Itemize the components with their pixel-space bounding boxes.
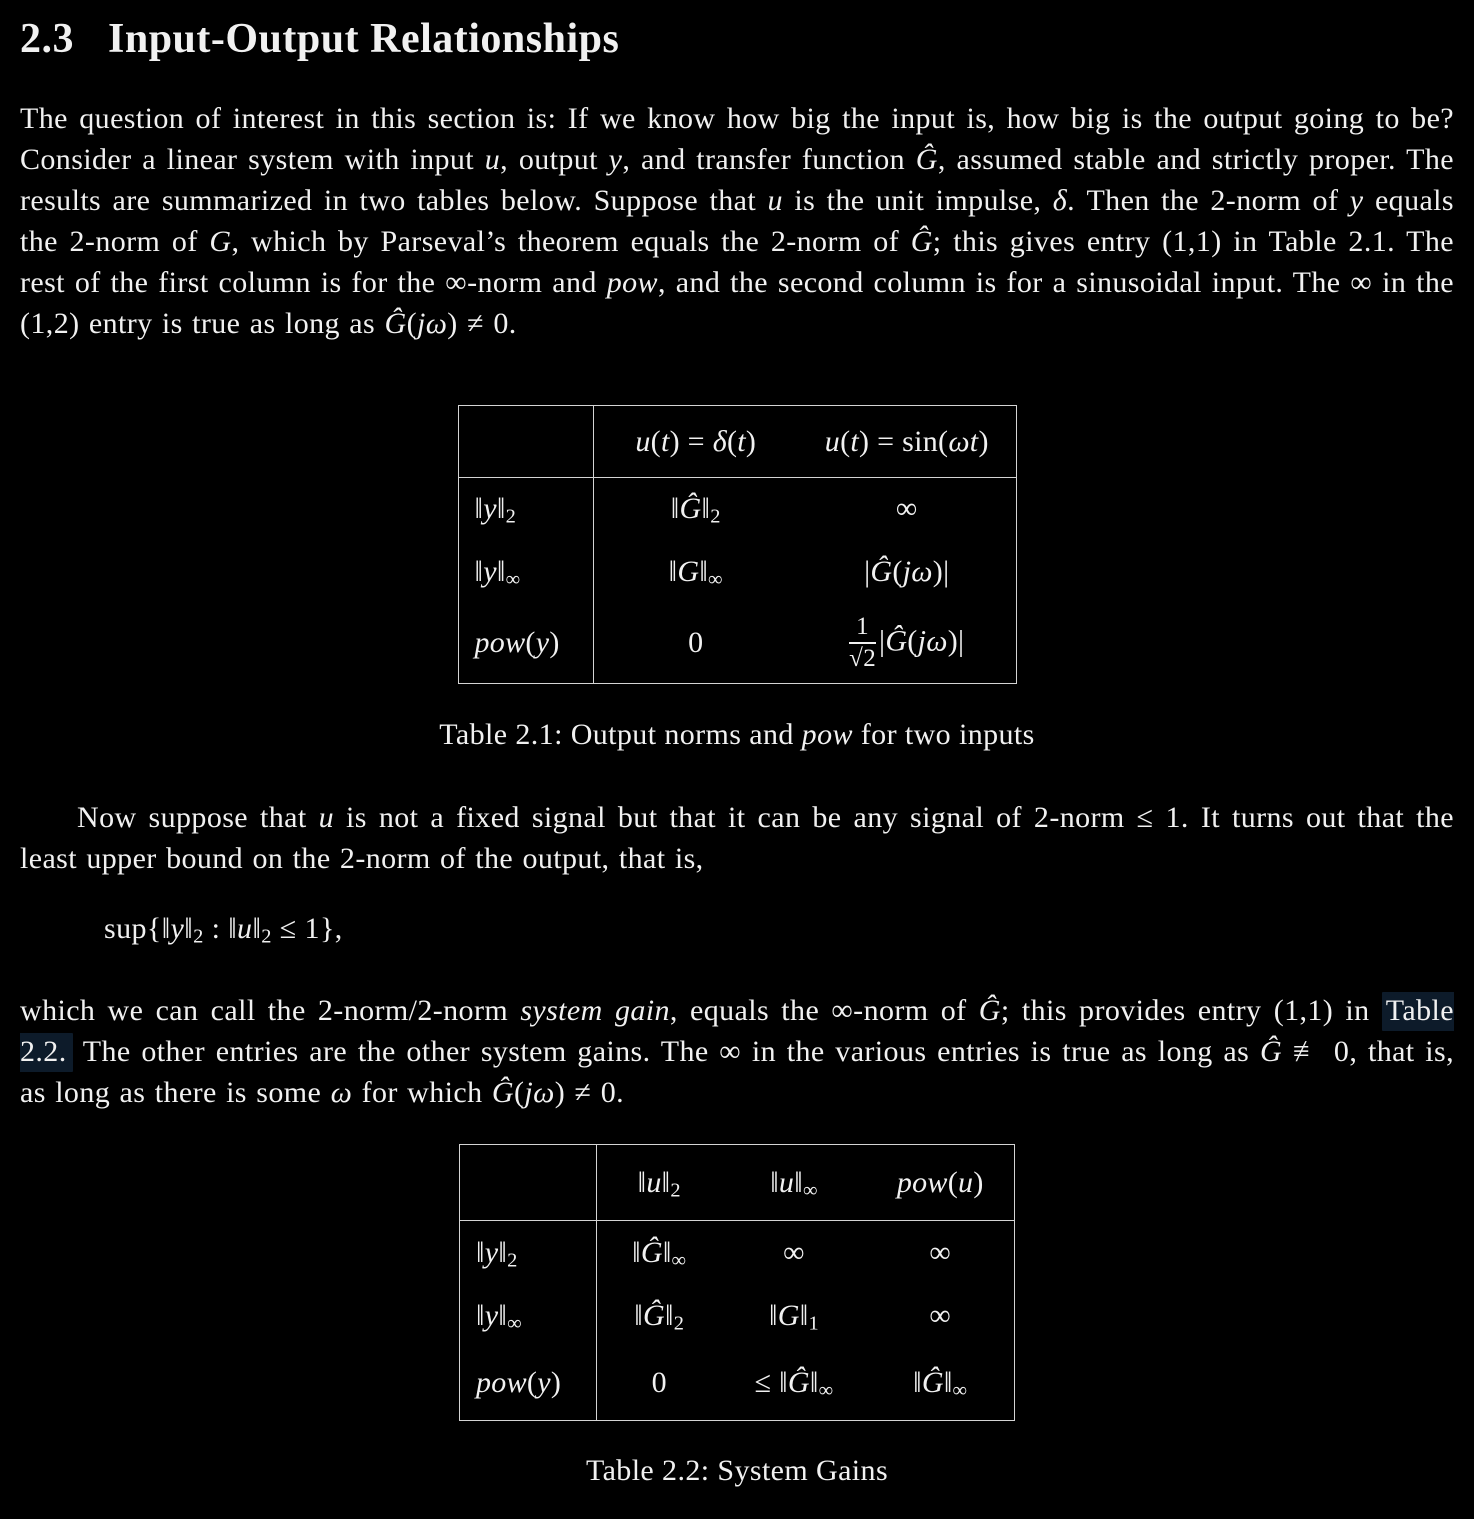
text-segment: ‖: [794, 1165, 803, 1199]
text-segment: ≤ 1},: [271, 912, 343, 946]
text-segment: pow: [474, 626, 526, 660]
text-segment: |: [864, 554, 871, 588]
table-cell: [867, 1221, 1015, 1285]
text-segment: u: [958, 1165, 974, 1199]
text-segment: 2: [673, 1312, 685, 1335]
text-segment: ∞: [818, 1379, 834, 1402]
text-segment: ‖: [769, 1298, 778, 1332]
table-cell: [722, 1221, 867, 1285]
text-segment: (: [892, 554, 903, 588]
row-label: [458, 540, 593, 604]
text-segment: ∞: [929, 1298, 952, 1332]
text-segment: ‖: [161, 912, 171, 946]
text-segment: jω: [902, 554, 933, 588]
text-segment: δ: [1052, 184, 1068, 218]
text-segment: ‖: [474, 491, 484, 525]
text-segment: ‖: [498, 1235, 508, 1269]
text-segment: 2: [507, 1249, 518, 1272]
text-segment: jω: [524, 1076, 555, 1110]
text-segment: G: [209, 225, 232, 259]
column-header: [867, 1145, 1015, 1221]
text-segment: ∞: [708, 568, 723, 591]
table-cell: [867, 1347, 1015, 1421]
text-segment: . Then the 2-norm of: [1067, 184, 1350, 218]
text-segment: Ĝ: [910, 225, 933, 259]
text-segment: , which by Parseval’s theorem equals the 2-norm of: [231, 225, 911, 259]
table-cell: [597, 1221, 722, 1285]
row-label: [460, 1221, 597, 1285]
text-segment: ) = sin(: [859, 424, 949, 458]
text-segment: ≤ ‖: [754, 1366, 788, 1400]
table-row: [460, 1285, 1015, 1347]
row-label: [460, 1285, 597, 1347]
text-segment: ‖: [699, 554, 709, 588]
text-segment: ) =: [669, 424, 713, 458]
text-segment: (: [513, 1076, 525, 1110]
text-segment: is not a fixed signal but that it can be any signal of 2-norm ≤ 1. It turns out that the least upper bound on the 2-norm of the output, that is,: [20, 801, 1455, 876]
text-segment: y: [483, 554, 497, 588]
text-segment: ‖: [228, 912, 238, 946]
table-2-1-caption: [20, 718, 1454, 752]
text-segment: ≢ 0, that is, as long as there is some: [20, 1035, 1454, 1110]
table-2-2-container: [20, 1144, 1454, 1421]
fraction: [849, 613, 876, 675]
text-segment: (: [726, 424, 738, 458]
text-segment: ωt: [948, 424, 979, 458]
row-label: [458, 604, 593, 684]
table-row: [458, 604, 1016, 684]
text-segment: pow: [606, 266, 658, 300]
corner-cell: [458, 406, 593, 478]
text-segment: sup{: [104, 912, 162, 946]
text-segment: The question of interest in this section is: If we know how big the input is, how big is the output going to be? Consider a linear system with input: [20, 102, 1454, 177]
table-row: [458, 540, 1016, 604]
table-2-1-container: [20, 405, 1454, 684]
text-segment: Ĝ: [978, 994, 1001, 1028]
text-segment: 2: [505, 505, 517, 528]
section-title: Input-Output Relationships: [108, 16, 620, 62]
text-segment: jω: [416, 307, 448, 341]
paragraph-norm-bound: [20, 797, 1454, 879]
column-header: [593, 406, 798, 478]
text-segment: ): [745, 424, 757, 458]
text-segment: Table 2.1: Output norms and: [439, 718, 802, 752]
text-segment: ‖: [476, 1235, 485, 1269]
text-segment: (: [526, 1366, 538, 1400]
text-segment: pow: [476, 1366, 527, 1400]
table-cell: [593, 604, 798, 684]
table-cell: [722, 1347, 867, 1421]
text-segment: )|: [932, 554, 950, 588]
text-segment: , and transfer function: [622, 143, 916, 177]
text-segment: 1: [856, 612, 869, 640]
text-segment: , assumed stable and strictly proper. The results are summarized in two tables below. Suppose that: [20, 143, 1454, 218]
text-segment: Ĝ: [787, 1366, 810, 1400]
text-segment: (: [406, 307, 417, 341]
text-segment: ‖: [668, 554, 678, 588]
text-segment: ; this gives entry (1,1) in Table 2.1. The rest of the first column is for the ∞-norm and: [20, 225, 1455, 300]
text-segment: ‖: [498, 1298, 508, 1332]
text-segment: t: [660, 424, 670, 458]
text-segment: y: [1349, 184, 1364, 218]
text-segment: for two inputs: [852, 718, 1035, 752]
text-segment: (: [840, 424, 851, 458]
text-segment: y: [608, 143, 623, 177]
text-segment: Ĝ: [640, 1235, 663, 1269]
text-segment: ‖: [252, 912, 262, 946]
text-segment: ∞: [952, 1379, 968, 1402]
text-segment: is the unit impulse,: [782, 184, 1053, 218]
text-segment: y: [170, 912, 185, 946]
text-segment: (: [650, 424, 661, 458]
text-segment: 0: [651, 1366, 667, 1400]
section-number: 2.3: [20, 16, 74, 62]
text-segment: )|: [947, 624, 965, 658]
text-segment: u: [484, 143, 501, 177]
column-header: [597, 1145, 722, 1221]
text-segment: ): [973, 1165, 984, 1199]
text-segment: ‖: [632, 1235, 641, 1269]
text-segment: 1: [808, 1312, 819, 1335]
corner-cell: [460, 1145, 597, 1221]
table-cell: [798, 604, 1016, 684]
text-segment: u: [635, 424, 651, 458]
text-segment: ‖: [701, 491, 711, 525]
table-row: [458, 478, 1016, 540]
text-segment: y: [537, 1366, 551, 1400]
text-segment: Ĝ: [384, 307, 407, 341]
table-2-1: [458, 405, 1017, 684]
table-cell: [597, 1347, 722, 1421]
text-segment: The other entries are the other system gains. The ∞ in the various entries is true as long as: [72, 1035, 1260, 1069]
text-segment: t: [737, 424, 746, 458]
text-segment: ; this provides entry (1,1) in: [1000, 994, 1382, 1028]
text-segment: ) ≠ 0.: [554, 1076, 625, 1110]
text-segment: u: [646, 1165, 662, 1199]
column-header: [722, 1145, 867, 1221]
table-row: [460, 1221, 1015, 1285]
text-segment: Ĝ: [915, 143, 938, 177]
text-segment: ‖: [496, 491, 506, 525]
column-header: [798, 406, 1016, 478]
text-segment: Ĝ: [491, 1076, 514, 1110]
row-label: [458, 478, 593, 540]
text-segment: ∞: [895, 491, 918, 525]
table-cell: [593, 478, 798, 540]
text-segment: ∞: [507, 1312, 522, 1335]
text-segment: ω: [330, 1076, 353, 1110]
text-segment: ∞: [783, 1235, 805, 1269]
text-segment: ‖: [496, 554, 506, 588]
text-segment: ‖: [662, 1235, 672, 1269]
text-segment: y: [484, 1235, 499, 1269]
text-segment: u: [318, 801, 335, 835]
table-cell: [593, 540, 798, 604]
text-segment: Now suppose that: [77, 801, 319, 835]
text-segment: 2: [710, 505, 721, 528]
text-segment: jω: [917, 624, 948, 658]
paragraph-intro: [20, 98, 1454, 344]
text-segment: G: [677, 554, 700, 588]
text-segment: y: [484, 1298, 499, 1332]
text-segment: pow: [801, 718, 853, 752]
text-segment: √2: [849, 645, 876, 673]
text-segment: ‖: [184, 912, 194, 946]
text-segment: system gain: [520, 994, 670, 1028]
text-segment: ‖: [809, 1366, 819, 1400]
text-segment: 2: [670, 1179, 681, 1202]
text-segment: 2: [193, 925, 204, 948]
text-segment: ) ≠ 0.: [447, 307, 517, 341]
text-segment: ): [549, 626, 560, 660]
text-segment: ‖: [799, 1298, 809, 1332]
equation-sup-norm: [104, 912, 1454, 946]
text-segment: Ĝ: [870, 554, 893, 588]
text-segment: :: [203, 912, 229, 946]
text-segment: Ĝ: [921, 1366, 944, 1400]
text-segment: ‖: [664, 1298, 674, 1332]
table-2-2-caption: [20, 1454, 1454, 1488]
section-heading: [20, 16, 1454, 62]
text-segment: y: [483, 491, 497, 525]
text-segment: (: [525, 626, 536, 660]
text-segment: ‖: [474, 554, 484, 588]
text-segment: ∞: [929, 1235, 952, 1269]
text-segment: ‖: [476, 1298, 485, 1332]
text-segment: ‖: [637, 1165, 647, 1199]
text-segment: (: [907, 624, 918, 658]
text-segment: ‖: [670, 491, 680, 525]
text-segment: Ĝ: [643, 1298, 665, 1332]
table-cell: [597, 1285, 722, 1347]
text-segment: y: [535, 626, 550, 660]
text-segment: δ: [712, 424, 727, 458]
table-cell: [798, 478, 1016, 540]
text-segment: 2: [261, 925, 272, 948]
text-segment: ∞: [505, 568, 521, 591]
text-segment: ∞: [671, 1249, 687, 1272]
text-segment: ‖: [634, 1298, 644, 1332]
text-segment: ‖: [770, 1165, 779, 1199]
text-segment: ): [550, 1366, 562, 1400]
text-segment: for which: [352, 1076, 492, 1110]
text-segment: u: [767, 184, 783, 218]
text-segment: u: [824, 424, 841, 458]
text-segment: pow: [896, 1165, 948, 1199]
text-segment: ‖: [913, 1366, 922, 1400]
text-segment: ): [978, 424, 989, 458]
text-segment: 0: [688, 626, 704, 660]
text-segment: u: [237, 912, 253, 946]
text-segment: (: [947, 1165, 959, 1199]
paragraph-system-gain: [20, 990, 1454, 1113]
table-2-2: [459, 1144, 1015, 1421]
text-segment: , output: [500, 143, 609, 177]
table-cell: [722, 1285, 867, 1347]
text-segment: , equals the ∞-norm of: [669, 994, 979, 1028]
text-segment: , and the second column is for a sinusoidal input. The ∞ in the (1,2) entry is true as long as: [20, 266, 1454, 341]
text-segment: G: [777, 1298, 800, 1332]
text-segment: ‖: [943, 1366, 953, 1400]
text-segment: t: [850, 424, 859, 458]
text-segment: Ĝ: [1259, 1035, 1283, 1069]
text-segment: |: [879, 624, 886, 658]
table-cell: [798, 540, 1016, 604]
text-segment: ∞: [802, 1179, 818, 1202]
text-segment: equals the 2-norm of: [20, 184, 1454, 259]
text-segment: Ĝ: [679, 491, 702, 525]
text-segment: Ĝ: [885, 624, 908, 658]
row-label: [460, 1347, 597, 1421]
table-2-2-reference-link[interactable]: Table 2.2.: [20, 992, 1454, 1072]
table-row: [460, 1347, 1015, 1421]
text-segment: u: [778, 1165, 795, 1199]
text-segment: which we can call the 2-norm/2-norm: [20, 994, 521, 1028]
table-cell: [867, 1285, 1015, 1347]
text-segment: Table 2.2: System Gains: [585, 1454, 889, 1488]
text-segment: ‖: [661, 1165, 671, 1199]
